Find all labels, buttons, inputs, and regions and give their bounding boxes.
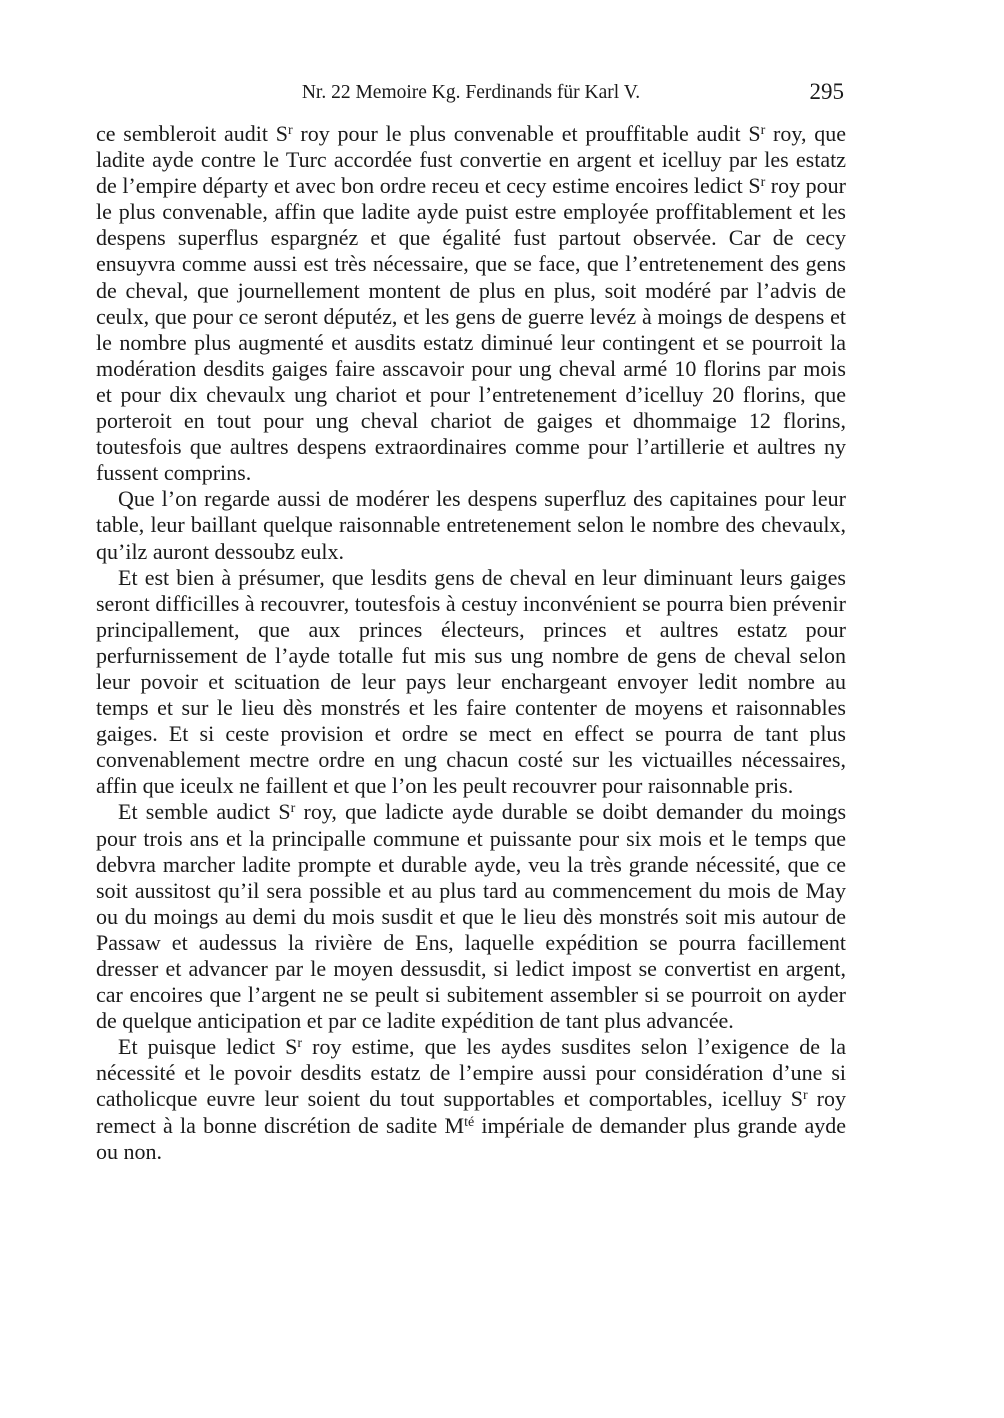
superscript: té — [464, 1114, 475, 1130]
text-run: roy estime, que les aydes susdites selon l’exigence de la nécessité et le povoir desdits estatz de l’empire aussi pour considération d’une si catholicque euvre leur soient du tout supportables et comportables, icelluy S — [96, 1034, 846, 1112]
superscript: r — [297, 1036, 303, 1052]
superscript: r — [290, 801, 296, 817]
text-run: Et puisque ledict S — [118, 1034, 298, 1060]
text-run: Que l’on regarde aussi de modérer les despens superfluz des capitaines pour leur table, leur baillant quelque raisonnable entretenement selon le nombre des chevaulx, qu’ilz auront dessoubz eulx. — [96, 486, 846, 564]
text-run: Et est bien à présumer, que lesdits gens de cheval en leur diminuant leurs gaiges seront difficilles à recouvrer, toutesfois à cestuy inconvénient se pourra bien prévenir principallement, que aux princes électeurs, princes et aultres estatz pour perfurnissement de l’ayde totalle fut mis sus ung nombre de gens de cheval selon leur povoir et scituation de leur pays leur enchargeant envoyer ledit nombre au temps et sur le lieu dès monstrés et les faire contenter de moyens et raisonnables gaiges. Et si ceste provision et ordre se mect en effect se pourra de tant plus convenablement mectre ordre en ung chacun costé sur les victuailles nécessaires, affin que iceulx ne faillent et que l’on les peult recouvrer pour raisonnable pris. — [96, 564, 846, 799]
paragraph — [96, 486, 846, 564]
paragraph — [96, 1034, 846, 1164]
text-run: roy, que ladicte ayde durable se doibt demander du moings pour trois ans et la principalle commune et puissante pour six mois et le temps que debvra marcher ladite prompte et durable ayde, veu la très grande nécessité, que ce soit aussitost qu’il sera possible et au plus tard au commencement du mois de May ou du moings au demi du mois susdit et que le lieu dès monstrés soit mis autour de Passaw et audessus la rivière de Ens, laquelle expédition se pourra facillement dresser et advancer par le moyen dessusdit, si ledict impost se convertist en argent, car encoires que l’argent ne se peult si subitement assembler si se pourroit on ayder de quelque anticipation et par ce ladite expédition de tant plus advancée. — [96, 799, 847, 1034]
text-run: ce sembleroit audit S — [96, 121, 288, 146]
running-title: Nr. 22 Memoire Kg. Ferdinands für Karl V. — [301, 82, 641, 103]
page-header — [96, 80, 846, 110]
superscript: r — [760, 123, 766, 138]
superscript: r — [287, 123, 293, 138]
superscript: r — [802, 1088, 808, 1104]
text-run: roy pour le plus convenable, affin que ladite ayde puist estre employée proffitablement et les despens superflus espargnéz et que égalité fust partout observée. Car de cecy ensuyvra comme aussi est très nécessaire, que se face, que l’entretenement des gens de cheval, que journellement montent de plus en plus, soit modéré par l’advis de ceulx, que pour ce seront députéz, et les gens de guerre levéz à moings de despens et le nombre plus augmenté et ausdits estatz diminué leur contingent et se pourroit la modération desdits gaiges faire asscavoir pour ung cheval armé 10 florins par mois et pour dix chevaulx ung chariot et pour l’entretenement d’icelluy 20 florins, que porteroit en tout pour ung cheval chariot de gaiges et dhommaige 12 florins, toutesfois que aultres despens extraordinaires comme pour l’artillerie et aultres ny fussent comprins. — [96, 173, 846, 486]
text-run: Et semble audict S — [118, 799, 291, 825]
text-run: impériale de demander plus grande ayde ou non. — [96, 1112, 847, 1164]
paragraph — [96, 121, 846, 486]
body-text — [96, 121, 846, 1165]
text-run: roy pour le plus convenable et prouffitable audit S — [292, 121, 761, 146]
page-number: 295 — [809, 79, 844, 104]
text-run: roy, que ladite ayde contre le Turc accordée fust convertie en argent et icelluy par les estatz de l’empire départy et avec bon ordre receu et cecy estime encoires ledict S — [96, 121, 846, 199]
paragraph — [96, 565, 846, 800]
text-run: roy remect à la bonne discrétion de sadite M — [96, 1086, 847, 1138]
superscript: r — [760, 175, 766, 191]
paragraph — [96, 799, 846, 1034]
